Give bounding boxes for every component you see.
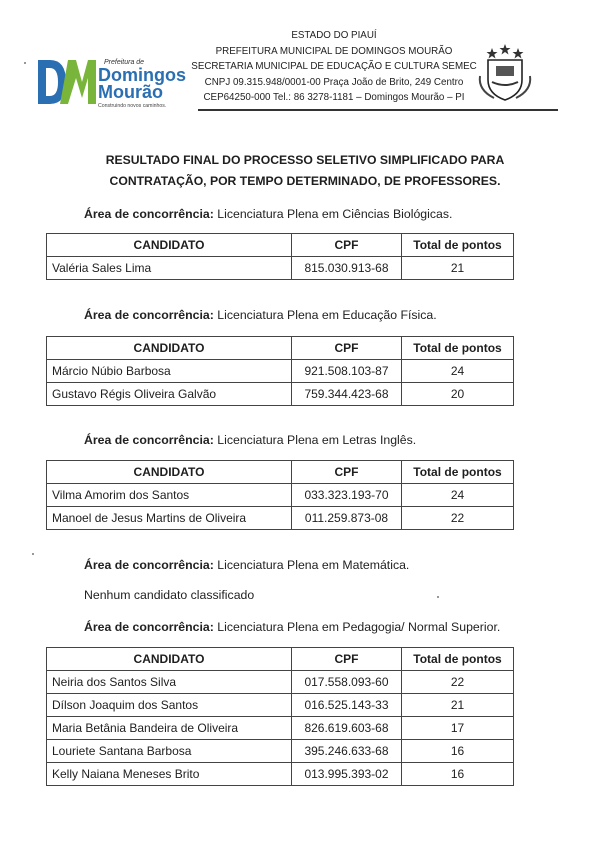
candidate-points: 24	[402, 360, 514, 383]
table-row	[47, 360, 514, 383]
column-cpf: CPF	[292, 234, 402, 257]
table-header-row	[47, 337, 514, 360]
table-row	[47, 507, 514, 530]
results-table	[46, 233, 514, 280]
table-row	[47, 257, 514, 280]
candidate-points: 20	[402, 383, 514, 406]
candidate-cpf: 013.995.393-02	[292, 763, 402, 786]
table-header-row	[47, 648, 514, 671]
column-candidate: CANDIDATO	[47, 461, 292, 484]
scan-speck	[32, 553, 34, 555]
table-row	[47, 484, 514, 507]
area-heading: Área de concorrência: Licenciatura Plena em Educação Física.	[84, 308, 437, 322]
candidate-name: Márcio Núbio Barbosa	[47, 360, 292, 383]
header-rule	[198, 109, 558, 111]
candidate-points: 21	[402, 257, 514, 280]
header-prefecture: PREFEITURA MUNICIPAL DE DOMINGOS MOURÃO	[215, 45, 453, 57]
municipal-crest-icon	[474, 42, 536, 104]
table-row	[47, 383, 514, 406]
area-heading: Área de concorrência: Licenciatura Plena em Pedagogia/ Normal Superior.	[84, 620, 501, 634]
column-candidate: CANDIDATO	[47, 337, 292, 360]
candidate-cpf: 017.558.093-60	[292, 671, 402, 694]
candidate-name: Manoel de Jesus Martins de Oliveira	[47, 507, 292, 530]
area-heading: Área de concorrência: Licenciatura Plena em Ciências Biológicas.	[84, 207, 453, 221]
svg-text:Domingos: Domingos	[98, 65, 186, 85]
column-points: Total de pontos	[402, 234, 514, 257]
results-table	[46, 336, 514, 406]
candidate-cpf: 395.246.633-68	[292, 740, 402, 763]
candidate-name: Neiria dos Santos Silva	[47, 671, 292, 694]
column-cpf: CPF	[292, 461, 402, 484]
candidate-name: Louriete Santana Barbosa	[47, 740, 292, 763]
column-points: Total de pontos	[402, 337, 514, 360]
candidate-points: 21	[402, 694, 514, 717]
header-secretariat: SECRETARIA MUNICIPAL DE EDUCAÇÃO E CULTURA SEMEC	[191, 61, 477, 73]
table-row	[47, 763, 514, 786]
results-table	[46, 460, 514, 530]
header-state: ESTADO DO PIAUÍ	[291, 30, 377, 41]
candidate-cpf: 815.030.913-68	[292, 257, 402, 280]
column-points: Total de pontos	[402, 461, 514, 484]
area-heading: Área de concorrência: Licenciatura Plena em Matemática.	[84, 558, 410, 572]
document-title: RESULTADO FINAL DO PROCESSO SELETIVO SIMPLIFICADO PARA CONTRATAÇÃO, POR TEMPO DETERMINADO, DE PROFESSORES.	[105, 153, 505, 188]
table-row	[47, 717, 514, 740]
municipality-logo	[36, 52, 186, 112]
candidate-name: Maria Betânia Bandeira de Oliveira	[47, 717, 292, 740]
svg-text:Construindo novos caminhos.: Construindo novos caminhos.	[98, 103, 167, 109]
table-row	[47, 694, 514, 717]
scan-speck	[437, 596, 439, 598]
candidate-points: 16	[402, 740, 514, 763]
table-row	[47, 671, 514, 694]
column-candidate: CANDIDATO	[47, 648, 292, 671]
candidate-name: Vilma Amorim dos Santos	[47, 484, 292, 507]
candidate-name: Valéria Sales Lima	[47, 257, 292, 280]
candidate-cpf: 016.525.143-33	[292, 694, 402, 717]
svg-text:Mourão: Mourão	[98, 82, 163, 102]
header-contact: CEP64250-000 Tel.: 86 3278-1181 – Domingos Mourão – PI	[203, 92, 465, 104]
scan-speck	[24, 62, 26, 64]
candidate-cpf: 921.508.103-87	[292, 360, 402, 383]
header-cnpj: CNPJ 09.315.948/0001-00 Praça João de Brito, 249 Centro	[204, 76, 464, 88]
candidate-points: 22	[402, 507, 514, 530]
letterhead	[184, 28, 484, 106]
no-candidates-text: Nenhum candidato classificado	[84, 588, 255, 602]
column-points: Total de pontos	[402, 648, 514, 671]
column-cpf: CPF	[292, 648, 402, 671]
table-header-row	[47, 234, 514, 257]
candidate-cpf: 826.619.603-68	[292, 717, 402, 740]
column-cpf: CPF	[292, 337, 402, 360]
candidate-points: 22	[402, 671, 514, 694]
candidate-points: 24	[402, 484, 514, 507]
area-heading: Área de concorrência: Licenciatura Plena em Letras Inglês.	[84, 433, 417, 447]
column-candidate: CANDIDATO	[47, 234, 292, 257]
candidate-cpf: 759.344.423-68	[292, 383, 402, 406]
table-row	[47, 740, 514, 763]
candidate-cpf: 033.323.193-70	[292, 484, 402, 507]
table-header-row	[47, 461, 514, 484]
candidate-name: Kelly Naiana Meneses Brito	[47, 763, 292, 786]
results-table	[46, 647, 514, 786]
candidate-name: Gustavo Régis Oliveira Galvão	[47, 383, 292, 406]
svg-text:Prefeitura de: Prefeitura de	[104, 59, 145, 66]
candidate-cpf: 011.259.873-08	[292, 507, 402, 530]
candidate-points: 17	[402, 717, 514, 740]
candidate-name: Dílson Joaquim dos Santos	[47, 694, 292, 717]
candidate-points: 16	[402, 763, 514, 786]
